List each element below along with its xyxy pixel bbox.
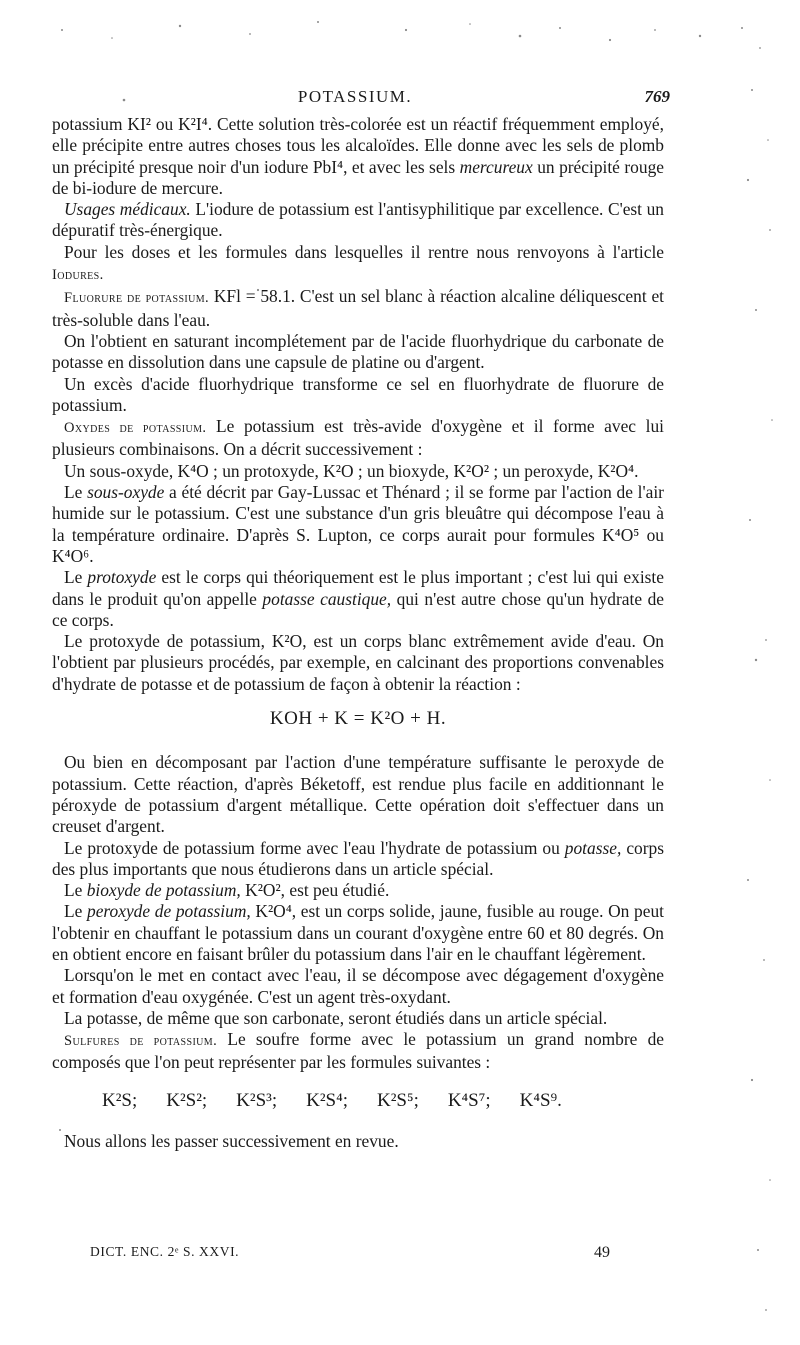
paragraph: Pour les doses et les formules dans lesquelles il rentre nous renvoyons à l'article Iodures. xyxy=(52,241,664,284)
page-header xyxy=(40,87,670,111)
section-lead: Usages médicaux. xyxy=(64,199,191,220)
section-sulfures: Sulfures de potassium. Le soufre forme avec le potassium un grand nombre de composés que l'on peut représenter par les formules suivantes : xyxy=(52,1029,664,1073)
running-title: POTASSIUM. xyxy=(297,87,413,106)
formula: K⁴S⁷; xyxy=(447,1089,491,1111)
paragraph: Un excès d'acide fluorhydrique transforme ce sel en fluorhydrate de fluorure de potassium. xyxy=(52,373,664,415)
formula: K²S²; xyxy=(166,1089,208,1111)
paragraph: Le sous-oxyde a été décrit par Gay-Lussac et Thénard ; il se forme par l'action de l'air humide sur le potassium. C'est une substance d'un gris bleuâtre qui décompose l'eau à la température ordinaire. D'après S. Lupton, ce corps aurait pour formules K⁴O⁵ ou K⁴O⁶. xyxy=(52,482,664,566)
paragraph: potassium KI² ou K²I⁴. Cette solution très-colorée est un réactif fréquemment employé, elle précipite entre autres choses tous les alcaloïdes. Elle donne avec les sels de plomb un précipité presque noir d'un iodure PbI⁴, et avec les sels mercureux un précipité rouge de bi-iodure de mercure. xyxy=(52,114,664,198)
formula: K²S⁴; xyxy=(306,1089,348,1111)
body-text xyxy=(52,114,664,1152)
formula: K²S; xyxy=(102,1089,138,1111)
paragraph: La potasse, de même que son carbonate, seront étudiés dans un article spécial. xyxy=(64,1007,608,1028)
section-fluorure: Fluorure de potassium. KFl = 58.1. C'est un sel blanc à réaction alcaline déliquescent et très-soluble dans l'eau. xyxy=(52,286,665,330)
paragraph: On l'obtient en saturant incomplétement par de l'acide fluorhydrique du carbonate de potasse en dissolution dans une capsule de platine ou d'argent. xyxy=(52,330,664,373)
paragraph-usages-medicaux: Usages médicaux. L'iodure de potassium est l'antisyphilitique par excellence. C'est un dépuratif très-énergique. xyxy=(52,199,664,241)
paragraph: Le protoxyde est le corps qui théoriquement est le plus important ; c'est lui qui existe dans le produit qu'on appelle potasse caustique, qui n'est autre chose qu'un hydrate de ce corps. xyxy=(52,567,664,630)
chemical-equation: KOH + K = K²O + H. xyxy=(269,708,447,730)
section-oxydes: Oxydes de potassium. Le potassium est très-avide d'oxygène et il forme avec lui plusieurs combinaisons. On a décrit successivement : xyxy=(52,416,664,460)
section-heading: Fluorure de potassium. xyxy=(64,290,210,307)
signature-number: 49 xyxy=(594,1244,610,1261)
paragraph: Le peroxyde de potassium, K²O⁴, est un corps solide, jaune, fusible au rouge. On peut l'obtenir en chauffant le potassium dans un courant d'oxygène entre 60 et 80 degrés. On en obtient encore en faisant brûler du potassium dans l'air en le chauffant légèrement. xyxy=(52,901,664,964)
paragraph: Le protoxyde de potassium, K²O, est un corps blanc extrêmement avide d'eau. On l'obtient par plusieurs procédés, par exemple, en calcinant des proportions convenables d'hydrate de potasse et de potassium de façon à obtenir la réaction : xyxy=(52,631,664,694)
page-number: 769 xyxy=(644,87,670,106)
formula: K²S⁵; xyxy=(376,1089,419,1111)
paragraph: Le bioxyde de potassium, K²O², est peu étudié. xyxy=(64,880,390,901)
formula: K⁴S⁹. xyxy=(519,1089,562,1111)
paragraph: Ou bien en décomposant par l'action d'une température suffisante le peroxyde de potassium. Cette réaction, d'après Béketoff, est rendue plus facile en additionnant le péroxyde de potassium d'argent métallique. Cette opération doit s'effectuer dans un creuset d'argent. xyxy=(52,752,664,837)
paragraph: Le protoxyde de potassium forme avec l'eau l'hydrate de potassium ou potasse, corps des plus importants que nous étudierons dans un article spécial. xyxy=(52,837,664,879)
section-heading: Sulfures de potassium. xyxy=(64,1033,218,1050)
page-footer xyxy=(90,1244,610,1266)
paragraph: Lorsqu'on le met en contact avec l'eau, il se décompose avec dégagement d'oxygène et formation d'eau oxygénée. C'est un agent très-oxydant. xyxy=(52,965,664,1007)
section-heading: Oxydes de potassium. xyxy=(64,420,207,437)
paragraph: Nous allons les passer successivement en revue. xyxy=(64,1131,399,1152)
formula: K²S³; xyxy=(236,1089,278,1111)
volume-reference: DICT. ENC. 2ᵉ S. XXVI. xyxy=(90,1244,240,1259)
paragraph: Un sous-oxyde, K⁴O ; un protoxyde, K²O ; un bioxyde, K²O² ; un peroxyde, K²O⁴. xyxy=(64,460,639,481)
sulfide-formulas xyxy=(102,1090,562,1111)
